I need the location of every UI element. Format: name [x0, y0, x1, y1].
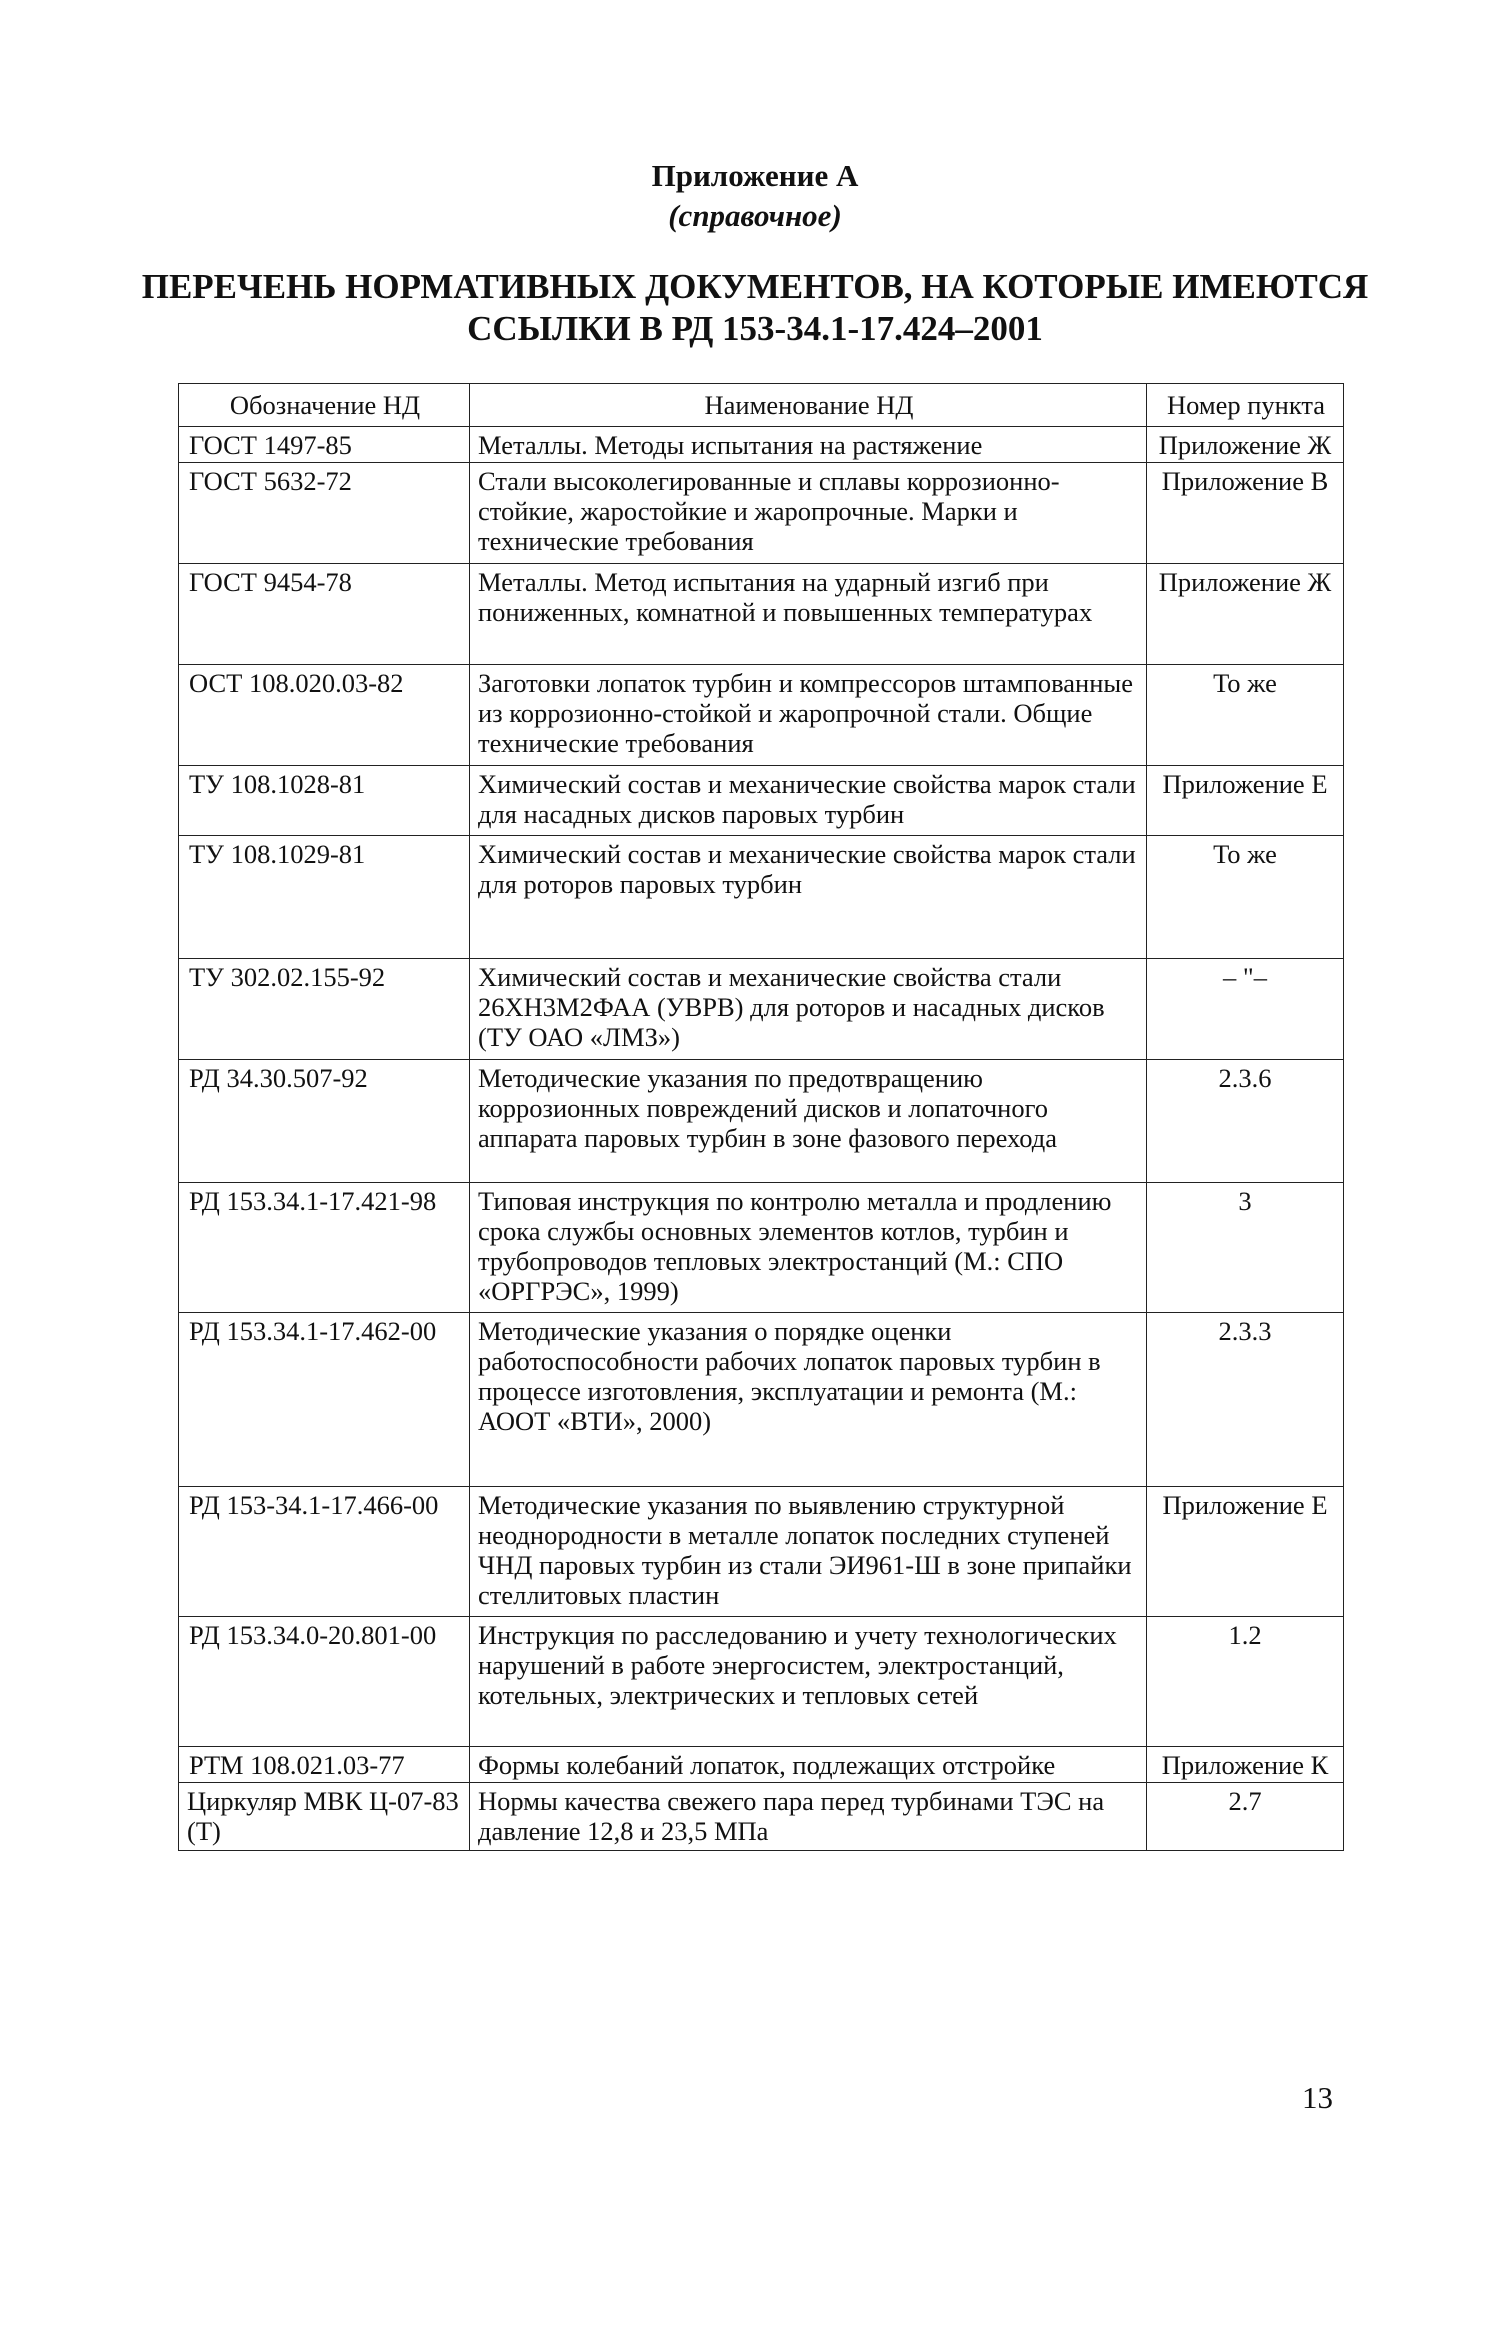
- doc-code-cell: ГОСТ 5632-72: [179, 463, 470, 564]
- heading-line-1: ПЕРЕЧЕНЬ НОРМАТИВНЫХ ДОКУМЕНТОВ, НА КОТОРЫЕ ИМЕЮТСЯ: [141, 267, 1369, 306]
- table-row: [179, 1183, 1344, 1313]
- appendix-subtitle: (справочное): [668, 198, 842, 233]
- table-row: [179, 1783, 1344, 1851]
- doc-name-cell: Инструкция по расследованию и учету технологических нарушений в работе энергосистем, электростанций, котельных, электрических и тепловых сетей: [470, 1617, 1147, 1747]
- doc-ref-cell: Приложение К: [1147, 1747, 1344, 1783]
- doc-ref-cell: Приложение Ж: [1147, 427, 1344, 463]
- table-row: [179, 1060, 1344, 1183]
- doc-ref-cell: 3: [1147, 1183, 1344, 1313]
- doc-name-cell: Типовая инструкция по контролю металла и продлению срока службы основных элементов котлов, турбин и трубопроводов тепловых электростанций (М.: СПО «ОРГРЭС», 1999): [470, 1183, 1147, 1313]
- appendix-title: Приложение А: [651, 158, 859, 193]
- doc-name-cell: Формы колебаний лопаток, подлежащих отстройке: [470, 1747, 1147, 1783]
- doc-ref-cell: 1.2: [1147, 1617, 1344, 1747]
- doc-code-cell: РД 153-34.1-17.466-00: [179, 1487, 470, 1617]
- column-header-name: Наименование НД: [470, 384, 1147, 427]
- column-header-code: Обозначение НД: [179, 384, 470, 427]
- table-row: [179, 836, 1344, 959]
- doc-code-cell: РТМ 108.021.03-77: [179, 1747, 470, 1783]
- doc-code-cell: ОСТ 108.020.03-82: [179, 665, 470, 766]
- column-header-ref: Номер пункта: [1147, 384, 1344, 427]
- doc-code-cell: ТУ 108.1028-81: [179, 766, 470, 836]
- doc-code-cell: ТУ 302.02.155-92: [179, 959, 470, 1060]
- table-row: [179, 1747, 1344, 1783]
- doc-ref-cell: То же: [1147, 665, 1344, 766]
- doc-name-cell: Металлы. Метод испытания на ударный изгиб при пониженных, комнатной и повышенных температурах: [470, 564, 1147, 665]
- doc-ref-cell: Приложение Е: [1147, 766, 1344, 836]
- table-row: [179, 766, 1344, 836]
- doc-code-cell: РД 34.30.507-92: [179, 1060, 470, 1183]
- doc-name-cell: Химический состав и механические свойства марок стали для роторов паровых турбин: [470, 836, 1147, 959]
- document-heading: [100, 266, 1410, 350]
- reference-table: [178, 383, 1344, 1851]
- doc-name-cell: Стали высоколегированные и сплавы коррозионно-стойкие, жаростойкие и жаропрочные. Марки и технические требования: [470, 463, 1147, 564]
- doc-name-cell: Химический состав и механические свойства стали 26ХН3М2ФАА (УВРВ) для роторов и насадных дисков (ТУ ОАО «ЛМЗ»): [470, 959, 1147, 1060]
- doc-ref-cell: Приложение В: [1147, 463, 1344, 564]
- table-row: [179, 959, 1344, 1060]
- doc-code-cell: РД 153.34.0-20.801-00: [179, 1617, 470, 1747]
- doc-code-cell: ГОСТ 9454-78: [179, 564, 470, 665]
- doc-ref-cell: То же: [1147, 836, 1344, 959]
- table-row: [179, 463, 1344, 564]
- doc-ref-cell: Приложение Е: [1147, 1487, 1344, 1617]
- page-number: 13: [1302, 2080, 1333, 2115]
- table-row: [179, 1487, 1344, 1617]
- heading-line-2: ССЫЛКИ В РД 153-34.1-17.424–2001: [467, 309, 1043, 348]
- doc-code-cell: РД 153.34.1-17.462-00: [179, 1313, 470, 1487]
- table-row: [179, 427, 1344, 463]
- doc-code-cell: Циркуляр МВК Ц-07-83 (Т): [179, 1783, 470, 1851]
- doc-code-cell: ТУ 108.1029-81: [179, 836, 470, 959]
- doc-name-cell: Химический состав и механические свойства марок стали для насадных дисков паровых турбин: [470, 766, 1147, 836]
- doc-name-cell: Металлы. Методы испытания на растяжение: [470, 427, 1147, 463]
- table-row: [179, 564, 1344, 665]
- doc-name-cell: Методические указания по выявлению структурной неоднородности в металле лопаток последних ступеней ЧНД паровых турбин из стали ЭИ961-Ш в зоне припайки стеллитовых пластин: [470, 1487, 1147, 1617]
- doc-name-cell: Методические указания о порядке оценки работоспособности рабочих лопаток паровых турбин в процессе изготовления, эксплуатации и ремонта (М.: АООТ «ВТИ», 2000): [470, 1313, 1147, 1487]
- doc-ref-cell: – "–: [1147, 959, 1344, 1060]
- doc-ref-cell: 2.3.3: [1147, 1313, 1344, 1487]
- table-header-row: [179, 384, 1344, 427]
- doc-ref-cell: Приложение Ж: [1147, 564, 1344, 665]
- table-row: [179, 1313, 1344, 1487]
- doc-name-cell: Нормы качества свежего пара перед турбинами ТЭС на давление 12,8 и 23,5 МПа: [470, 1783, 1147, 1851]
- doc-code-cell: ГОСТ 1497-85: [179, 427, 470, 463]
- doc-ref-cell: 2.3.6: [1147, 1060, 1344, 1183]
- doc-name-cell: Заготовки лопаток турбин и компрессоров штампованные из коррозионно-стойкой и жаропрочной стали. Общие технические требования: [470, 665, 1147, 766]
- doc-ref-cell: 2.7: [1147, 1783, 1344, 1851]
- doc-name-cell: Методические указания по предотвращению коррозионных повреждений дисков и лопаточного аппарата паровых турбин в зоне фазового перехода: [470, 1060, 1147, 1183]
- table-row: [179, 1617, 1344, 1747]
- table-row: [179, 665, 1344, 766]
- doc-code-cell: РД 153.34.1-17.421-98: [179, 1183, 470, 1313]
